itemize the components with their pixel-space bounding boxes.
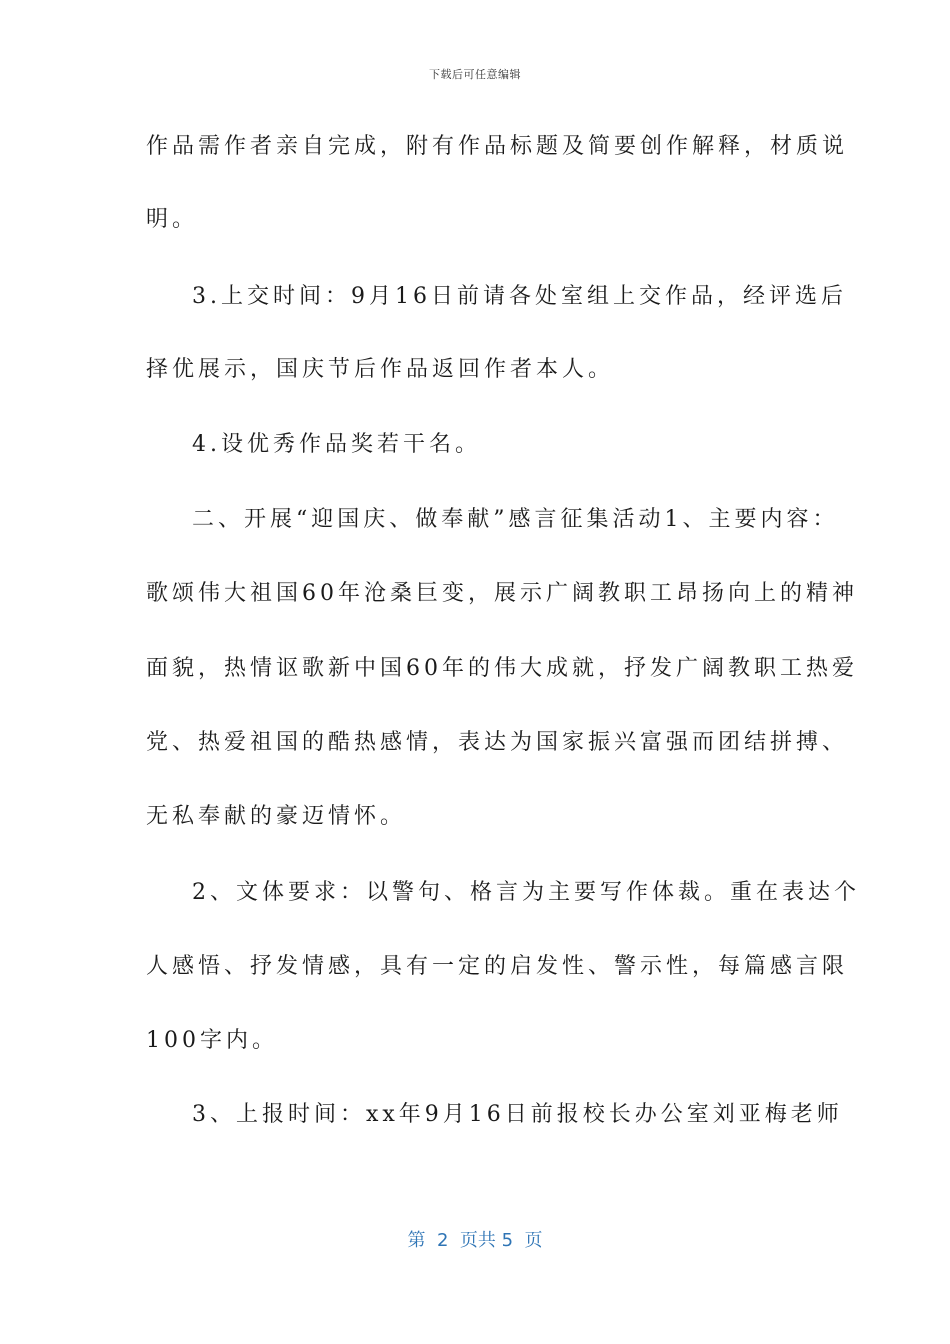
page-number-footer: 第 2 页共 5 页 [407,1230,543,1251]
body-line: 作品需作者亲自完成，附有作品标题及简要创作解释，材质说 [146,134,849,159]
body-line: 2、文体要求：以警句、格言为主要写作体裁。重在表达个 [192,880,860,905]
body-line: 面貌，热情讴歌新中国60年的伟大成就，抒发广阔教职工热爱 [146,656,858,681]
body-line: 歌颂伟大祖国60年沧桑巨变，展示广阔教职工昂扬向上的精神 [146,581,858,606]
body-line: 3、上报时间：xx年9月16日前报校长办公室刘亚梅老师 [192,1102,843,1127]
body-line: 3.上交时间：9月16日前请各处室组上交作品，经评选后 [192,284,847,309]
page-header-note: 下载后可任意编辑 [429,68,521,81]
body-line: 人感悟、抒发情感，具有一定的启发性、警示性，每篇感言限 [146,954,849,979]
body-line: 党、热爱祖国的酷热感情，表达为国家振兴富强而团结拼搏、 [146,730,849,755]
body-line: 无私奉献的豪迈情怀。 [146,804,407,829]
section-heading: 二、开展“迎国庆、做奉献”感言征集活动1、主要内容： [192,507,839,532]
body-line: 明。 [146,207,199,232]
body-line: 择优展示，国庆节后作品返回作者本人。 [146,357,615,382]
body-line: 4.设优秀作品奖若干名。 [192,432,481,457]
body-line: 100字内。 [146,1028,278,1053]
